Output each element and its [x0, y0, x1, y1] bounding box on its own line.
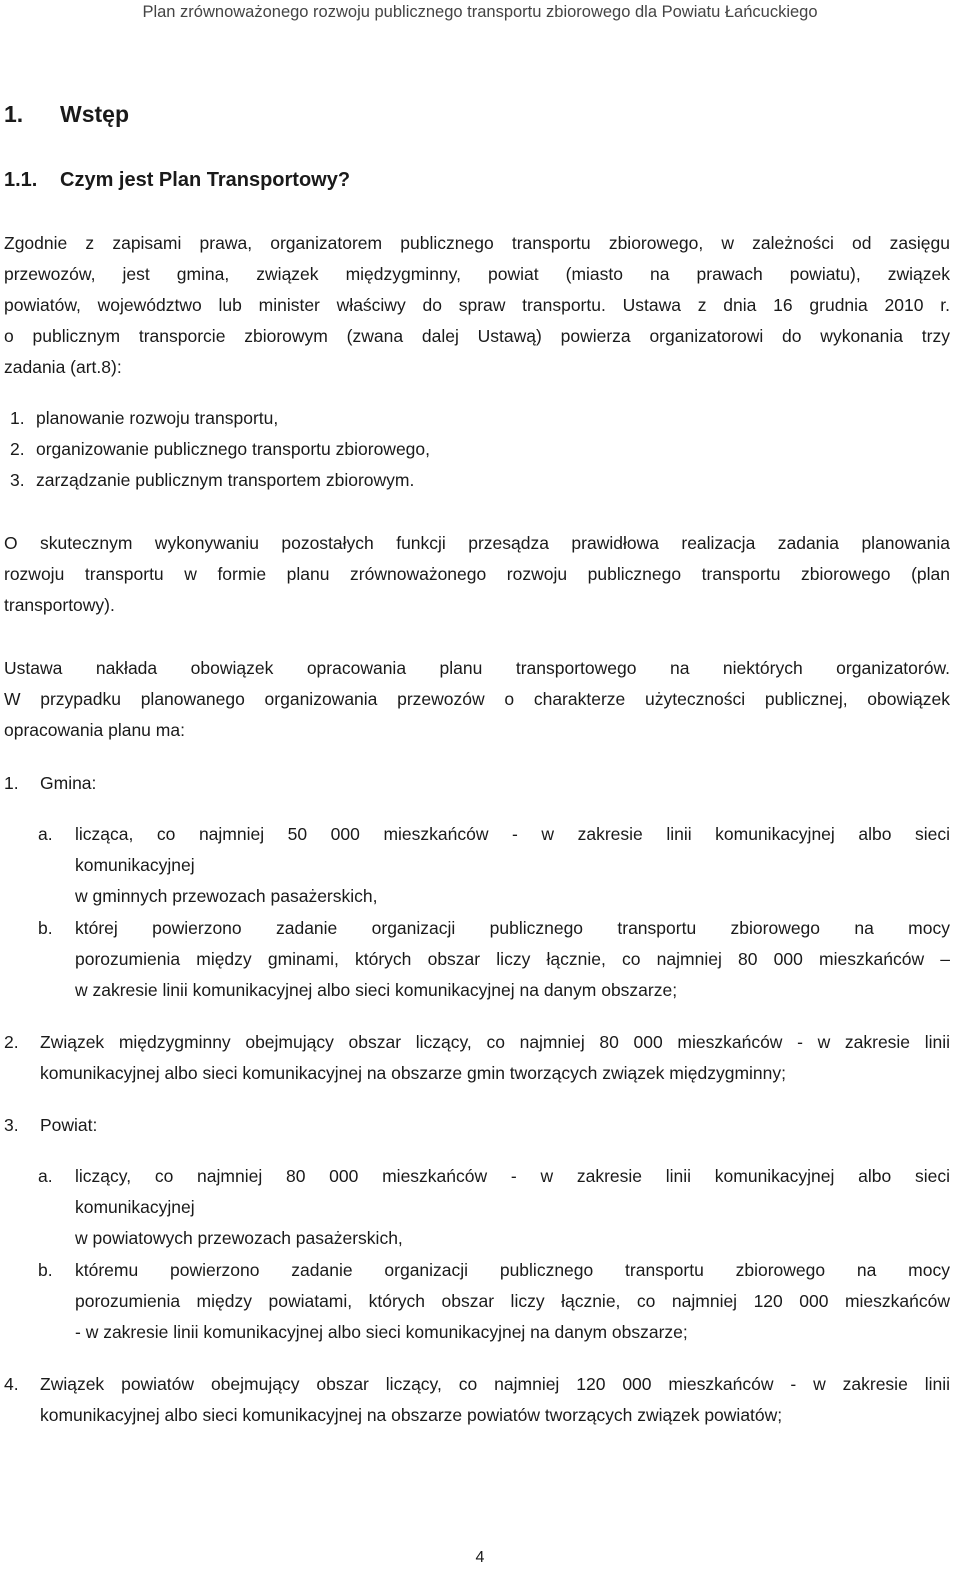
list-text: Związek powiatów obejmujący obszar liczący, co najmniej 120 000 mieszkańców - w zakresie linii komunikacyjnej albo sieci komunikacyjnej na obszarze powiatów tworzących związek powiatów; — [40, 1374, 950, 1425]
page-number: 4 — [475, 1549, 485, 1566]
list-number: 4. — [4, 1374, 19, 1394]
text-line: transportowy). — [4, 595, 115, 615]
running-header: Plan zrównoważonego rozwoju publicznego transportu zbiorowego dla Powiatu Łańcuckiego — [142, 3, 818, 21]
paragraph-planning — [4, 528, 950, 621]
section-heading — [4, 99, 129, 129]
tasks-list — [4, 403, 804, 496]
section-number: 1. — [4, 101, 24, 127]
list-item — [4, 768, 950, 799]
text-line: przewozów, jest gmina, związek międzygminny, powiat (miasto na prawach powiatu), związek — [4, 264, 950, 284]
paragraph-obligation — [4, 653, 950, 746]
subsection-title: Czym jest Plan Transportowy? — [60, 169, 351, 191]
list-item — [4, 1369, 950, 1431]
subsection-number: 1.1. — [4, 169, 38, 191]
list-text: liczący, co najmniej 80 000 mieszkańców - w zakresie linii komunikacyjnej albo sieci komunikacyjnej w powiatowych przewozach pasażerskich, — [75, 1166, 950, 1248]
list-number: 1. — [4, 773, 19, 793]
sub-list-item — [38, 819, 950, 912]
text-line: rozwoju transportu w formie planu zrównoważonego rozwoju publicznego transportu zbiorowego (plan — [4, 564, 950, 584]
subsection-heading — [4, 166, 350, 194]
list-letter: b. — [38, 918, 53, 938]
list-number: 3. — [4, 1115, 19, 1135]
list-item: 2. organizowanie publicznego transportu zbiorowego, — [10, 439, 430, 459]
text-line: W przypadku planowanego organizowania przewozów o charakterze użyteczności publicznej, obowiązek — [4, 689, 950, 709]
list-text: któremu powierzono zadanie organizacji publicznego transportu zbiorowego na mocy porozumienia między powiatami, których obszar liczy łącznie, co najmniej 120 000 mieszkańców - w zakresie linii komunikacyjnej albo sieci komunikacyjnej na danym obszarze; — [75, 1260, 950, 1342]
list-letter: a. — [38, 1166, 53, 1186]
list-item — [4, 1027, 950, 1089]
list-text: licząca, co najmniej 50 000 mieszkańców - w zakresie linii komunikacyjnej albo sieci komunikacyjnej w gminnych przewozach pasażerskich, — [75, 824, 950, 906]
text-line: O skutecznym wykonywaniu pozostałych funkcji przesądza prawidłowa realizacja zadania planowania — [4, 533, 950, 553]
text-line: Zgodnie z zapisami prawa, organizatorem publicznego transportu zbiorowego, w zależności od zasięgu — [4, 233, 950, 253]
list-letter: a. — [38, 824, 53, 844]
list-item: 3. zarządzanie publicznym transportem zbiorowym. — [10, 470, 415, 490]
text-line: powiatów, województwo lub minister właściwy do spraw transportu. Ustawa z dnia 16 grudnia 2010 r. — [4, 295, 950, 315]
list-item: 1. planowanie rozwoju transportu, — [10, 408, 279, 428]
sub-list-item — [38, 1255, 950, 1348]
list-number: 2. — [4, 1032, 19, 1052]
sub-list-item — [38, 1161, 950, 1254]
list-item — [4, 1110, 950, 1141]
section-title: Wstęp — [60, 101, 129, 127]
list-letter: b. — [38, 1260, 53, 1280]
list-text: Związek międzygminny obejmujący obszar liczący, co najmniej 80 000 mieszkańców - w zakresie linii komunikacyjnej albo sieci komunikacyjnej na obszarze gmin tworzących związek międzygminny; — [40, 1032, 950, 1083]
text-line: zadania (art.8): — [4, 357, 122, 377]
sub-list-item — [38, 913, 950, 1006]
text-line: Ustawa nakłada obowiązek opracowania planu transportowego na niektórych organizatorów. — [4, 658, 950, 678]
list-text: Gmina: — [40, 773, 97, 793]
list-text: Powiat: — [40, 1115, 98, 1135]
text-line: opracowania planu ma: — [4, 720, 185, 740]
paragraph-intro — [4, 228, 950, 383]
text-line: o publicznym transporcie zbiorowym (zwana dalej Ustawą) powierza organizatorowi do wykonania trzy — [4, 326, 950, 346]
list-text: której powierzono zadanie organizacji publicznego transportu zbiorowego na mocy porozumienia między gminami, których obszar liczy łącznie, co najmniej 80 000 mieszkańców – w zakresie linii komunikacyjnej albo sieci komunikacyjnej na danym obszarze; — [75, 918, 950, 1000]
